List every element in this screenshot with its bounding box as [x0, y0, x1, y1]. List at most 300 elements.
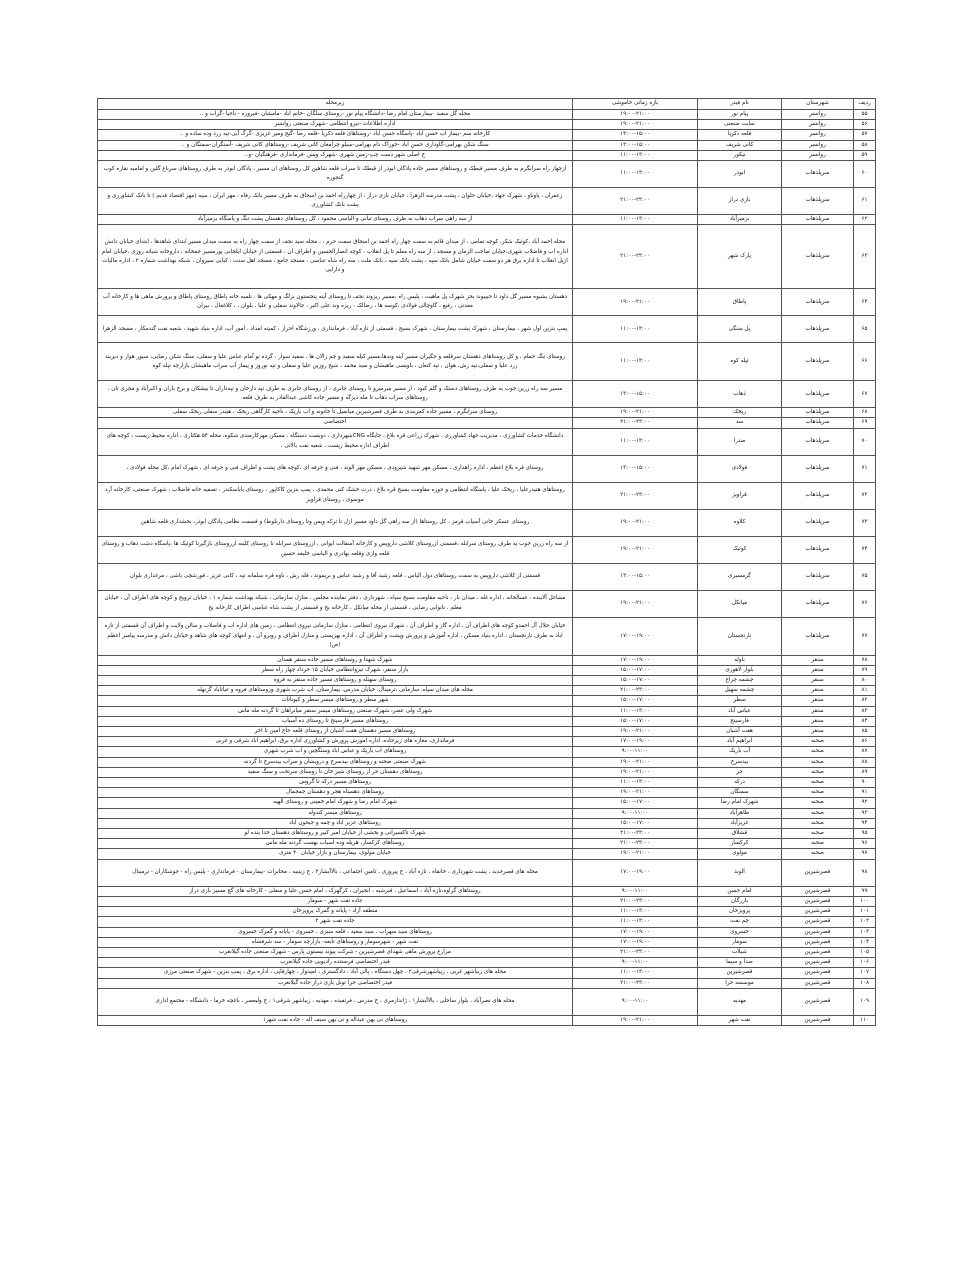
- table-row: [98, 958, 876, 968]
- feeder-cell: الوند: [698, 859, 782, 886]
- area-cell: روستاهای دهستان حر از روستای شیر خان تا روستای سرتخت و سنگ سفید: [98, 767, 573, 777]
- city-cell: روانسر: [782, 150, 854, 160]
- feeder-cell: فارسینج: [698, 716, 782, 726]
- row-number-cell: ۱۰۶: [854, 958, 876, 968]
- time-cell: ۲۱:۰۰-۲۳:۰۰: [573, 188, 698, 215]
- feeder-cell: صدرا: [698, 428, 782, 455]
- feeder-cell: شهرک امام رضا: [698, 798, 782, 808]
- city-cell: روانسر: [782, 140, 854, 150]
- row-number-cell: ۵۷: [854, 130, 876, 140]
- feeder-cell: قلعه ذکریا: [698, 130, 782, 140]
- time-cell: ۱۱:۰۰-۱۳:۰۰: [573, 968, 698, 978]
- row-number-cell: ۷۶: [854, 590, 876, 617]
- table-row: [98, 686, 876, 696]
- feeder-cell: نیکور: [698, 150, 782, 160]
- city-cell: سرپلذهاب: [782, 617, 854, 655]
- table-row: [98, 289, 876, 316]
- row-number-cell: ۹۹: [854, 886, 876, 896]
- feeder-cell: ابراهیم آباد: [698, 737, 782, 747]
- city-cell: سرپلذهاب: [782, 381, 854, 408]
- row-number-cell: ۸۰: [854, 676, 876, 686]
- row-number-cell: ۸۳: [854, 706, 876, 716]
- feeder-cell: قراویز: [698, 482, 782, 509]
- table-row: [98, 978, 876, 988]
- city-cell: قصرشیرین: [782, 958, 854, 968]
- feeder-cell: کلاوه: [698, 509, 782, 536]
- time-cell: ۲۱:۰۰-۲۳:۰۰: [573, 978, 698, 988]
- feeder-cell: باوله: [698, 655, 782, 665]
- city-cell: قصرشیرین: [782, 896, 854, 906]
- row-number-cell: ۹۵: [854, 829, 876, 839]
- row-number-cell: ۹۷: [854, 849, 876, 859]
- city-cell: سرپلذهاب: [782, 428, 854, 455]
- time-cell: ۹:۰۰-۱۱:۰۰: [573, 958, 698, 968]
- time-cell: ۱۹:۰۰-۲۱:۰۰: [573, 509, 698, 536]
- feeder-cell: عزیزآباد: [698, 818, 782, 828]
- table-row: [98, 849, 876, 859]
- table-row: [98, 798, 876, 808]
- area-cell: محله های نصرآباد ، بلوار ساحلی ، بالاآبشار۱ ، ژاندارمری ، خ مدرس ، فرتفیده ، مهدیه ، زیباشهر شرقی۱ ، خ ولیعصر ، باغچه خرما - دانشگاه - مجتمع اداری: [98, 988, 573, 1015]
- time-cell: ۲۱:۰۰-۲۳:۰۰: [573, 482, 698, 509]
- city-cell: صحنه: [782, 849, 854, 859]
- city-cell: سرپلذهاب: [782, 482, 854, 509]
- area-cell: بازار سنقر، شهرک نیروانتظامی خیابان ۱۵ خرداد چهار راه سطر: [98, 665, 573, 675]
- time-cell: ۲۱:۰۰-۲۳:۰۰: [573, 686, 698, 696]
- feeder-cell: تپله کوه: [698, 343, 782, 381]
- time-cell: ۱۷:۰۰-۱۹:۰۰: [573, 937, 698, 947]
- city-cell: قصرشیرین: [782, 859, 854, 886]
- feeder-cell: نفت شهر: [698, 1015, 782, 1025]
- city-cell: سرپلذهاب: [782, 418, 854, 428]
- city-cell: قصرشیرین: [782, 978, 854, 988]
- time-cell: ۱۵:۰۰-۱۷:۰۰: [573, 818, 698, 828]
- feeder-cell: امام حسن: [698, 886, 782, 896]
- area-cell: روستای عسکر خانی آسیاب قرمز ، کل روستاها (از سه راهی گل داود مسیر ازل تا ترکه ویس وتا روستای داربلوط) و قسمت نظامی پادگان ابوذر، بخشداری قلعه شاهین: [98, 509, 573, 536]
- row-number-cell: ۷۲: [854, 482, 876, 509]
- row-number-cell: ۷۰: [854, 428, 876, 455]
- time-cell: ۱۵:۰۰-۱۷:۰۰: [573, 676, 698, 686]
- area-cell: خیابان مولوی، بیمارستان و بازار خیابان ۴۰ متری: [98, 849, 573, 859]
- row-number-cell: ۹۰: [854, 778, 876, 788]
- city-cell: سرپلذهاب: [782, 408, 854, 418]
- row-number-cell: ۸۶: [854, 737, 876, 747]
- row-number-cell: ۱۰۰: [854, 896, 876, 906]
- area-cell: روستاهای سید سهراب ، سید سعید ، قلعه سبزی ، خسروی - پایانه و گمرک خسروی: [98, 927, 573, 937]
- row-number-cell: ۷۴: [854, 536, 876, 563]
- time-cell: ۱۵:۰۰-۱۷:۰۰: [573, 716, 698, 726]
- row-number-cell: ۱۰۲: [854, 917, 876, 927]
- time-cell: ۱۳:۰۰-۱۵:۰۰: [573, 455, 698, 482]
- city-cell: سنقر: [782, 665, 854, 675]
- table-row: [98, 917, 876, 927]
- time-cell: ۹:۰۰-۱۱:۰۰: [573, 747, 698, 757]
- table-row: [98, 408, 876, 418]
- row-number-cell: ۸۸: [854, 757, 876, 767]
- city-cell: روانسر: [782, 110, 854, 120]
- area-cell: شهر سطر و روستاهای میسر سطر و کیوناتات: [98, 696, 573, 706]
- row-number-cell: ۱۰۹: [854, 988, 876, 1015]
- feeder-cell: موسسه حرا: [698, 978, 782, 988]
- time-cell: ۱۷:۰۰-۱۹:۰۰: [573, 655, 698, 665]
- time-cell: ۹:۰۰-۱۱:۰۰: [573, 886, 698, 896]
- city-cell: قصرشیرین: [782, 937, 854, 947]
- table-row: [98, 509, 876, 536]
- row-number-cell: ۸۴: [854, 716, 876, 726]
- row-number-cell: ۶۰: [854, 161, 876, 188]
- city-cell: صحنه: [782, 767, 854, 777]
- area-cell: مزارع پرورش ماهی شهدای قصرشیرین - شرکت پیوند بیستون پارس - شهرک صنعتی جاده گیلانغرب: [98, 947, 573, 957]
- feeder-cell: نارنجستان: [698, 617, 782, 655]
- feeder-cell: کوئیک: [698, 536, 782, 563]
- header-city: شهرستان: [782, 99, 854, 110]
- feeder-cell: پل سنگی: [698, 316, 782, 343]
- time-cell: ۱۳:۰۰-۱۵:۰۰: [573, 563, 698, 590]
- header-feeder: نام فیدر: [698, 99, 782, 110]
- feeder-cell: بازی دراز: [698, 188, 782, 215]
- table-row: [98, 937, 876, 947]
- area-cell: دانشگاه خدمات کشاورزی ، مدیریت جهاد کشاورزی ، شهرک زراعی قره بلاغ ، جایگاه CNGشهرداری ، دوبست دستگاه ، مسکن مهرکارمندی شکوه، محله ۵۴ هکتاری ، اداره محیط زیست ، کوچه های اطراف اداره محیط زیست ، شعبه نفت بالائی ،: [98, 428, 573, 455]
- time-cell: ۱۱:۰۰-۱۳:۰۰: [573, 917, 698, 927]
- table-row: [98, 968, 876, 978]
- table-row: [98, 737, 876, 747]
- city-cell: سنقر: [782, 706, 854, 716]
- time-cell: ۱۷:۰۰-۱۹:۰۰: [573, 859, 698, 886]
- table-row: [98, 665, 876, 675]
- table-row: [98, 418, 876, 428]
- feeder-cell: فولادی: [698, 455, 782, 482]
- time-cell: ۱۹:۰۰-۲۱:۰۰: [573, 767, 698, 777]
- feeder-cell: کرکسار: [698, 839, 782, 849]
- header-time: بازه زمانی خاموشی: [573, 99, 698, 110]
- area-cell: فرمانداری، مغازه های زیرجاده، اداره اموزش پرورش و کشاورزی اداره برق، ابراهیم اباد شرقی و غربی: [98, 737, 573, 747]
- row-number-cell: ۸۱: [854, 686, 876, 696]
- area-cell: مسیر سه راه زرین جوب به طرف روستاهای دستک و گلم کبود ، از مسیر میرمیرو تا روستای جابری ، از روستای جابری به طرف تپه دارخان و تپه‌داران تا بیشکان و برخ باران و اکبرآباد و مجری تان ، روستاهای سراب ذهاب تا مله دیزگه و مسیر جاده کاشی عبدالقادر به طرف قلعه: [98, 381, 573, 408]
- area-cell: جاده نفت شهر - سومار: [98, 896, 573, 906]
- area-cell: شهرک شهدا و روستاهای مسیر جاده سنقر همدان: [98, 655, 573, 665]
- city-cell: قصرشیرین: [782, 927, 854, 937]
- table-row: [98, 381, 876, 408]
- area-cell: فیدر اختصاصی حرا تونل بازی دراز جاده گیلانغرب: [98, 978, 573, 988]
- table-row: [98, 563, 876, 590]
- row-number-cell: ۱۰۷: [854, 968, 876, 978]
- city-cell: سرپلذهاب: [782, 161, 854, 188]
- area-cell: اختصاصی: [98, 418, 573, 428]
- feeder-cell: درکه: [698, 778, 782, 788]
- feeder-cell: ذهاب: [698, 381, 782, 408]
- area-cell: قسمتی از کلاشی داروپس به سمت روستاهای دول الیاس ، قلعه رشید آقا و رشید عباس و بریموند ، قله رش ، ناوه قره سلمانه تپه ، کانی عزیز ، قورشچی باشی ، مرغداری بلوان: [98, 563, 573, 590]
- city-cell: سرپلذهاب: [782, 316, 854, 343]
- area-cell: خ اصلی شهر دست چپ-زمین شهری -شهرک ویس -فرمانداری -فرهنگیان -و..: [98, 150, 573, 160]
- row-number-cell: ۶۹: [854, 418, 876, 428]
- time-cell: ۱۱:۰۰-۱۳:۰۰: [573, 428, 698, 455]
- table-row: [98, 110, 876, 120]
- area-cell: روستای سهنله و روستاهای مسیر جاده سنقر به فروه: [98, 676, 573, 686]
- feeder-cell: بلوار لاهوری: [698, 665, 782, 675]
- outage-schedule-document: [97, 98, 875, 1026]
- area-cell: روستای قره بلاغ اعظم ، اداره راهداری ، مسکن مهر شهید شیرودی ، مسکن مهر الوند ، فنی و حرفه ای ،کوچه های پشت و اطراف فنی و حرفه ای ، شهرک امام ،کل محله فولادی ،: [98, 455, 573, 482]
- table-row: [98, 859, 876, 886]
- area-cell: خیابان جلال آل احمدو کوچه های اطراف آن ، اداره گاز و اطراف آن ، شهرک نیروی انتظامی ، منازل سازمانی نیروی انتظامی ، زمین های اداره اب و فاضلاب و سالن ولایت و اطراف آن قسمتی از تازه اباد به طرف نارنجستان ، اداره بنیاد مسکن ، اداره آموزش و پرورش وپشت و اطراف آن ، اداره بهزیستی و منازل اطراف و روبرو آن ، و انتهای کوچه های شاهد و خیابان دانش و مدرسه پیامبر اعظم (ص): [98, 617, 573, 655]
- feeder-cell: مهدیه: [698, 988, 782, 1015]
- row-number-cell: ۱۰۸: [854, 978, 876, 988]
- row-number-cell: ۵۸: [854, 140, 876, 150]
- feeder-cell: قشلاق: [698, 829, 782, 839]
- city-cell: سرپلذهاب: [782, 590, 854, 617]
- city-cell: قصرشیرین: [782, 886, 854, 896]
- table-row: [98, 225, 876, 289]
- feeder-cell: مولوی: [698, 849, 782, 859]
- feeder-cell: هفت آشیان: [698, 727, 782, 737]
- area-cell: سنگ شکن بهرامی-گاوداری حسن اباد -خوراک دام بهرامی-سیلو چرامغان کانی شریف -روستاهای کانی شریف -آسنگران-سمنگان و ..: [98, 140, 573, 150]
- table-row: [98, 455, 876, 482]
- time-cell: ۲۱:۰۰-۲۳:۰۰: [573, 225, 698, 289]
- city-cell: سرپلذهاب: [782, 215, 854, 225]
- table-row: [98, 988, 876, 1015]
- row-number-cell: ۸۹: [854, 767, 876, 777]
- city-cell: سنقر: [782, 727, 854, 737]
- city-cell: سنقر: [782, 696, 854, 706]
- table-row: [98, 316, 876, 343]
- city-cell: سرپلذهاب: [782, 455, 854, 482]
- table-row: [98, 907, 876, 917]
- table-row: [98, 778, 876, 788]
- table-row: [98, 161, 876, 188]
- feeder-cell: صدا و سیما: [698, 958, 782, 968]
- time-cell: ۱۹:۰۰-۲۱:۰۰: [573, 849, 698, 859]
- feeder-cell: سطر: [698, 696, 782, 706]
- city-cell: سرپلذهاب: [782, 509, 854, 536]
- table-row: [98, 482, 876, 509]
- row-number-cell: ۶۲: [854, 215, 876, 225]
- row-number-cell: ۸۲: [854, 696, 876, 706]
- feeder-cell: کانی شریف: [698, 140, 782, 150]
- time-cell: ۱۹:۰۰-۲۱:۰۰: [573, 590, 698, 617]
- area-cell: روستاهای گراوه،تازه آباد ، اسماعیل ، قبرشیه ، انجیران ، کرگهرک ، امام حسن علیا و سفلی - کارخانه های گچ مسیر بازی دراز: [98, 886, 573, 896]
- area-cell: دهستان بشیوه مسیر گل داود تا حبیبوند بجز شهرک پل ماهیت ، پلیس راه ،مسیر ریزوند نجف تا روستای آینه پنجستون بزلگ و مهکی ها ، تلمبه خانه پاطاق روستای پاطاق و پرورش ماهی ها و کارخانه آب معدنی ، رفیع ، گاوچالی فولادی ،کوسه ها ، رضالک ، ریزه وند علی اکبر ، جالاوند سفلی و علیا ، بلوان ، ، کلاغعال ، بیران: [98, 289, 573, 316]
- time-cell: ۱۹:۰۰-۲۱:۰۰: [573, 289, 698, 316]
- feeder-cell: سایت صنعتی: [698, 120, 782, 130]
- city-cell: صحنه: [782, 788, 854, 798]
- table-row: [98, 767, 876, 777]
- outage-schedule-table: [97, 98, 876, 1026]
- row-number-cell: ۶۸: [854, 408, 876, 418]
- time-cell: ۱۳:۰۰-۱۵:۰۰: [573, 140, 698, 150]
- time-cell: ۹:۰۰-۱۱:۰۰: [573, 988, 698, 1015]
- feeder-cell: چشمه سهیل: [698, 686, 782, 696]
- area-cell: جاده نفت شهر ۲: [98, 917, 573, 927]
- table-row: [98, 120, 876, 130]
- row-number-cell: ۷۷: [854, 617, 876, 655]
- area-cell: روستاهای دهستاه هجر و دهستان جمجمال: [98, 788, 573, 798]
- feeder-cell: قصرشیرین: [698, 968, 782, 978]
- feeder-cell: پیام نور: [698, 110, 782, 120]
- row-number-cell: ۱۰۵: [854, 947, 876, 957]
- city-cell: سرپلذهاب: [782, 536, 854, 563]
- table-row: [98, 727, 876, 737]
- table-row: [98, 788, 876, 798]
- feeder-cell: سد: [698, 418, 782, 428]
- time-cell: ۱۷:۰۰-۱۹:۰۰: [573, 737, 698, 747]
- time-cell: ۱۱:۰۰-۱۳:۰۰: [573, 907, 698, 917]
- feeder-cell: میانکل: [698, 590, 782, 617]
- time-cell: ۱۵:۰۰-۱۷:۰۰: [573, 696, 698, 706]
- city-cell: سرپلذهاب: [782, 563, 854, 590]
- area-cell: روستاهای عزیز اباد و چمه و جیحون اباد: [98, 818, 573, 828]
- row-number-cell: ۸۷: [854, 747, 876, 757]
- time-cell: ۱۹:۰۰-۲۱:۰۰: [573, 757, 698, 767]
- city-cell: صحنه: [782, 778, 854, 788]
- row-number-cell: ۹۴: [854, 818, 876, 828]
- row-number-cell: ۱۰۴: [854, 937, 876, 947]
- table-row: [98, 829, 876, 839]
- city-cell: سنقر: [782, 686, 854, 696]
- time-cell: ۱۹:۰۰-۲۱:۰۰: [573, 536, 698, 563]
- time-cell: ۱۳:۰۰-۱۵:۰۰: [573, 381, 698, 408]
- table-row: [98, 757, 876, 767]
- row-number-cell: ۷۵: [854, 563, 876, 590]
- time-cell: ۱۷:۰۰-۱۹:۰۰: [573, 927, 698, 937]
- time-cell: ۱۹:۰۰-۲۱:۰۰: [573, 120, 698, 130]
- city-cell: سرپلذهاب: [782, 289, 854, 316]
- feeder-cell: بیدسرخ: [698, 757, 782, 767]
- feeder-cell: ریخک: [698, 408, 782, 418]
- table-row: [98, 747, 876, 757]
- feeder-cell: سمنگان: [698, 788, 782, 798]
- row-number-cell: ۶۵: [854, 316, 876, 343]
- row-number-cell: ۶۴: [854, 289, 876, 316]
- table-row: [98, 696, 876, 706]
- row-number-cell: ۷۱: [854, 455, 876, 482]
- city-cell: روانسر: [782, 120, 854, 130]
- city-cell: سنقر: [782, 655, 854, 665]
- area-cell: از سه راه زرین جوب به طرف روستای سرابله ،قسمتی ازروستای کلاشی داروپس و کارخانه آسفالت ایوانی ، ازروستای سرابله تا روستای کلینه ازروستای بازگیرتا کوئیک ها ،پاسگاه دشت ذهاب و روستای قلعه واری وقلعه بهادری و الیاسی خلیفه حسین: [98, 536, 573, 563]
- table-row: [98, 818, 876, 828]
- feeder-cell: پاطاق: [698, 289, 782, 316]
- area-cell: شهرک صنعتی صحنه و روستاهای بیدسرخ و درویشان و سراب بیدسرخ تا گردنه: [98, 757, 573, 767]
- area-cell: کارخانه سم -بیماز اب حسن اباد -پاسگاه حسن اباد -روستاهای قلعه ذکریا -قلعه رضا -گیج ومیر عزیزی -گرگ آبی-تپه زرد وده ساده و ..: [98, 130, 573, 140]
- area-cell: محله های قصرجدید ، پشت شهرداری ، خانقاه ، تازه آباد ، خ پیروزی ، تامین اجتماعی ، بالاآبشار۲ ، خ زینبیه ، مخابرات -بیمارستان - فرمانداری - پلیس راه - جوشکاران - ترمینال: [98, 859, 573, 886]
- area-cell: ازچهار راه سرابگرم به طرف مسیر قیطک و روستاهای مسیر جاده پادگان ابوذر از قیطک تا سراب قلعه شاهین کل روستاهای ان مسیر ، پادگان ابوذر به طرف روستاهای سرباغ گلین و امامیه نقاره کوب گنجوره: [98, 161, 573, 188]
- table-row: [98, 676, 876, 686]
- table-row: [98, 839, 876, 849]
- table-row: [98, 428, 876, 455]
- time-cell: ۱۹:۰۰-۲۱:۰۰: [573, 408, 698, 418]
- city-cell: صحنه: [782, 808, 854, 818]
- table-row: [98, 886, 876, 896]
- area-cell: شهرک ولی عصر، شهرک صنعتی روستاهای میسر سنقر میانراهان تا گردنه مله ماس: [98, 706, 573, 716]
- table-row: [98, 655, 876, 665]
- time-cell: ۱۹:۰۰-۲۱:۰۰: [573, 110, 698, 120]
- time-cell: ۱۷:۰۰-۱۹:۰۰: [573, 617, 698, 655]
- city-cell: سنقر: [782, 716, 854, 726]
- area-cell: مشاغل آلاینده ، غسالخانه ، اداره غله ، میدان بار ، ناحیه مقاومت بسیج سپاه ، شهرداری ، دفتر نماینده مجلس ، منازل سازمانی ، شبکه بهداشت شماره ۱ ، خیابان ترویج و کوچه های اطراف آن ، خیابان معلم ، نانوایی رضایی ، قسمتی از محله میانکل ، کارخانه یخ و قسمتی از پشت شاه عباسی اطراف کارخانه یخ: [98, 590, 573, 617]
- feeder-cell: سومار: [698, 937, 782, 947]
- area-cell: روستاهای کرکسار، هریله وده اسیاب بهست گردنه مله ماس: [98, 839, 573, 849]
- row-number-cell: ۶۶: [854, 343, 876, 381]
- area-cell: زعفران ، پاوناو ، شهرک جهاد ،خیابان حلوان ، پشت مدرسه الزهرا ، خیابان بازی دراز ، از چهارراه احمد بن اسحاق به طرف مسیر بانک رفاه ، مهر ایران ، سپه (مهر اقتصاد قدیم ) تا بانک کشاورزی و پشت بانک کشاورزی: [98, 188, 573, 215]
- feeder-cell: آب باریک: [698, 747, 782, 757]
- time-cell: ۱۹:۰۰-۲۱:۰۰: [573, 1015, 698, 1025]
- time-cell: ۱۱:۰۰-۱۳:۰۰: [573, 215, 698, 225]
- feeder-cell: بزمیرآباد: [698, 215, 782, 225]
- table-row: [98, 150, 876, 160]
- area-cell: روستاهای مسیر فارسینج تا روستای ده آسیاب: [98, 716, 573, 726]
- city-cell: قصرشیرین: [782, 907, 854, 917]
- city-cell: صحنه: [782, 839, 854, 849]
- table-row: [98, 130, 876, 140]
- header-row-number: ردیف: [854, 99, 876, 110]
- city-cell: قصرشیرین: [782, 968, 854, 978]
- feeder-cell: شیلات: [698, 947, 782, 957]
- table-row: [98, 947, 876, 957]
- feeder-cell: حر: [698, 767, 782, 777]
- row-number-cell: ۱۰۳: [854, 927, 876, 937]
- time-cell: ۱۱:۰۰-۱۳:۰۰: [573, 343, 698, 381]
- city-cell: سرپلذهاب: [782, 225, 854, 289]
- area-cell: پمپ بنزین اول شهر ، بیمارستان ، شهرک پشت بیمارستان ، شهرک بسیج ، قسمتی از تازه آباد ، فرمانداری ، ورزشگاه احرار ، کمیته امداد ، امور آب، اداره بنیاد شهید ، شعبه نفت گندمکار ، مسجد الزهرا: [98, 316, 573, 343]
- row-number-cell: ۷۹: [854, 665, 876, 675]
- area-cell: شهرک تاکسیرانی و بخشی از خیابان امیر کبیر و روستاهای دهستان خدا بنده لو: [98, 829, 573, 839]
- area-cell: نفت شهر - شهرسومار و روستاهای تابعه- بازارچه سومار - سد شرفشاه: [98, 937, 573, 947]
- time-cell: ۱۱:۰۰-۱۳:۰۰: [573, 316, 698, 343]
- table-row: [98, 716, 876, 726]
- time-cell: ۱۹:۰۰-۲۱:۰۰: [573, 727, 698, 737]
- city-cell: صحنه: [782, 798, 854, 808]
- area-cell: روستای سرابگرم ، مسیر جاده کمربندی به طرف قصرشیرین میانمیل تا خاتونه و اب باریک ، ناحیه کارگاهی ریخک ، هیندر سفلی ریخک سفلی: [98, 408, 573, 418]
- city-cell: سنقر: [782, 676, 854, 686]
- time-cell: ۱۳:۰۰-۱۵:۰۰: [573, 130, 698, 140]
- time-cell: ۱۱:۰۰-۱۳:۰۰: [573, 150, 698, 160]
- feeder-cell: پرویزخان: [698, 907, 782, 917]
- time-cell: ۲۱:۰۰-۲۳:۰۰: [573, 947, 698, 957]
- row-number-cell: ۵۶: [854, 120, 876, 130]
- area-cell: محله های میدان سپاه، سازمانی ،ترمینال، خیابان مدرس، بیمارستان، اب شرب شهری وروستاهای فروه و غیاثاباد گزنهله: [98, 686, 573, 696]
- table-row: [98, 590, 876, 617]
- city-cell: صحنه: [782, 818, 854, 828]
- time-cell: ۱۵:۰۰-۱۷:۰۰: [573, 798, 698, 808]
- area-cell: روستاهای مسیر درکه تا گروس: [98, 778, 573, 788]
- row-number-cell: ۶۷: [854, 381, 876, 408]
- area-cell: محله گل سفید -بیمارستان امام رضا -دانشگاه پیام نور -روستای سلگان -خانم اباد -مامشان -فیروزه - باجیا -گراب و ..: [98, 110, 573, 120]
- time-cell: ۱۱:۰۰-۱۳:۰۰: [573, 161, 698, 188]
- time-cell: ۱۱:۰۰-۱۳:۰۰: [573, 706, 698, 716]
- table-row: [98, 343, 876, 381]
- row-number-cell: ۵۹: [854, 150, 876, 160]
- city-cell: سرپلذهاب: [782, 343, 854, 381]
- city-cell: صحنه: [782, 747, 854, 757]
- row-number-cell: ۶۳: [854, 225, 876, 289]
- area-cell: منطقه آزاد - پایانه و گمرک پرویزخان: [98, 907, 573, 917]
- table-row: [98, 927, 876, 937]
- table-row: [98, 706, 876, 716]
- city-cell: سرپلذهاب: [782, 188, 854, 215]
- city-cell: قصرشیرین: [782, 917, 854, 927]
- time-cell: ۹:۰۰-۱۱:۰۰: [573, 808, 698, 818]
- city-cell: روانسر: [782, 130, 854, 140]
- table-row: [98, 188, 876, 215]
- feeder-cell: طاهرآباد: [698, 808, 782, 818]
- row-number-cell: ۷۳: [854, 509, 876, 536]
- feeder-cell: ابوذر: [698, 161, 782, 188]
- table-row: [98, 140, 876, 150]
- table-row: [98, 536, 876, 563]
- feeder-cell: چم نفت: [698, 917, 782, 927]
- city-cell: قصرشیرین: [782, 947, 854, 957]
- row-number-cell: ۱۰۱: [854, 907, 876, 917]
- area-cell: اداره اطلاعات -نیرو انتظامی -شهرک صنعتی روانسر: [98, 120, 573, 130]
- feeder-cell: بازرگان: [698, 896, 782, 906]
- area-cell: روستاهای مسیر دهستان هفت آشیان از روستای قلعه حاج امین تا اخر: [98, 727, 573, 737]
